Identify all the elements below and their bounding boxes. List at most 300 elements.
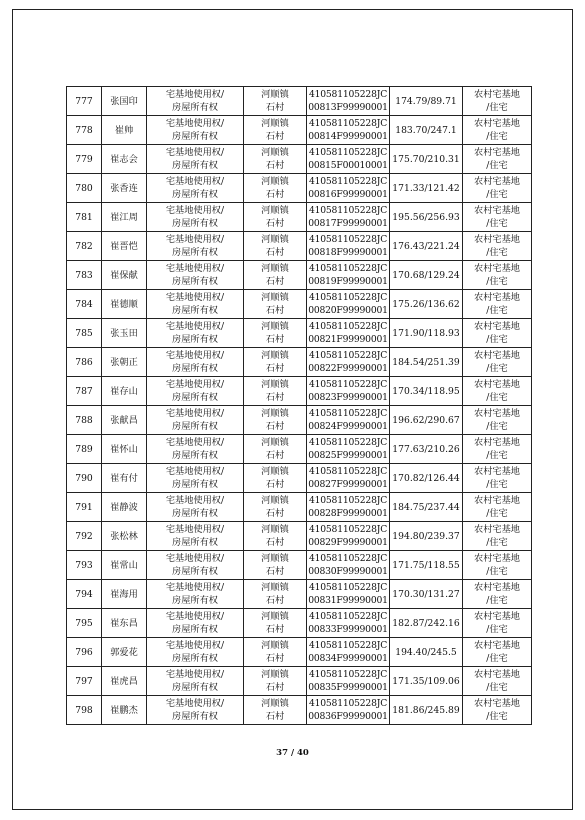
row-number-cell [67, 174, 102, 203]
unit-code-text: 00829F99990001 [308, 537, 388, 548]
owner-name-text: 崔保献 [110, 269, 138, 281]
row-number-text: 784 [75, 298, 93, 310]
land-use-cell [463, 290, 532, 319]
location-cell [244, 174, 307, 203]
table-row [67, 406, 532, 435]
location-text: 石村 [265, 450, 285, 461]
right-type-text: 房屋所有权 [172, 508, 218, 519]
land-use-text: /住宅 [486, 624, 508, 635]
land-use-text: /住宅 [486, 305, 508, 316]
area-cell [390, 145, 463, 174]
location-cell [244, 696, 307, 725]
unit-code-text: 410581105228JC [308, 495, 388, 506]
owner-name-text: 崔江周 [110, 211, 138, 223]
owner-name-cell [102, 203, 147, 232]
unit-code-cell [307, 667, 390, 696]
owner-name-text: 崔鹏杰 [110, 704, 138, 716]
unit-code-cell [307, 290, 390, 319]
area-text: 176.43/221.24 [392, 240, 460, 252]
right-type-cell [147, 551, 244, 580]
area-text: 171.90/118.93 [392, 327, 460, 339]
row-number-text: 791 [75, 501, 93, 513]
location-text: 河顺镇 [261, 89, 289, 100]
area-cell [390, 696, 463, 725]
land-use-cell [463, 377, 532, 406]
land-use-cell [463, 203, 532, 232]
location-text: 石村 [265, 479, 285, 490]
owner-name-cell [102, 667, 147, 696]
right-type-cell [147, 609, 244, 638]
area-cell [390, 406, 463, 435]
owner-name-text: 崔志会 [110, 153, 138, 165]
location-text: 河顺镇 [261, 466, 289, 477]
area-text: 184.75/237.44 [392, 501, 460, 513]
right-type-text: 房屋所有权 [172, 334, 218, 345]
location-text: 河顺镇 [261, 524, 289, 535]
location-text: 石村 [265, 160, 285, 171]
unit-code-text: 410581105228JC [308, 147, 388, 158]
row-number-cell [67, 551, 102, 580]
unit-code-text: 00819F99990001 [308, 276, 388, 287]
land-use-text: 农村宅基地 [474, 205, 520, 216]
row-number-cell [67, 406, 102, 435]
area-text: 171.33/121.42 [392, 182, 460, 194]
row-number-cell [67, 667, 102, 696]
land-use-text: /住宅 [486, 566, 508, 577]
area-text: 183.70/247.1 [395, 124, 457, 136]
location-text: 石村 [265, 102, 285, 113]
row-number-cell [67, 261, 102, 290]
area-text: 171.35/109.06 [392, 675, 460, 687]
owner-name-text: 崔静波 [110, 501, 138, 513]
unit-code-text: 410581105228JC [308, 118, 388, 129]
area-text: 171.75/118.55 [392, 559, 460, 571]
location-text: 石村 [265, 711, 285, 722]
row-number-cell [67, 493, 102, 522]
land-use-text: /住宅 [486, 218, 508, 229]
area-text: 170.82/126.44 [392, 472, 460, 484]
row-number-text: 790 [75, 472, 93, 484]
owner-name-cell [102, 87, 147, 116]
right-type-cell [147, 87, 244, 116]
row-number-cell [67, 348, 102, 377]
land-use-text: 农村宅基地 [474, 176, 520, 187]
unit-code-text: 00825F99990001 [308, 450, 388, 461]
row-number-cell [67, 290, 102, 319]
area-cell [390, 261, 463, 290]
owner-name-text: 崔东昌 [110, 617, 138, 629]
right-type-text: 房屋所有权 [172, 450, 218, 461]
land-use-text: 农村宅基地 [474, 582, 520, 593]
row-number-cell [67, 580, 102, 609]
unit-code-cell [307, 348, 390, 377]
land-use-cell [463, 667, 532, 696]
owner-name-text: 崔怀山 [110, 443, 138, 455]
location-text: 河顺镇 [261, 176, 289, 187]
land-use-cell [463, 174, 532, 203]
table-row [67, 290, 532, 319]
right-type-text: 宅基地使用权/ [165, 466, 225, 477]
location-text: 石村 [265, 334, 285, 345]
location-text: 石村 [265, 247, 285, 258]
row-number-text: 778 [75, 124, 93, 136]
land-use-text: /住宅 [486, 392, 508, 403]
row-number-text: 787 [75, 385, 93, 397]
right-type-cell [147, 319, 244, 348]
right-type-text: 房屋所有权 [172, 653, 218, 664]
right-type-text: 房屋所有权 [172, 218, 218, 229]
land-use-text: 农村宅基地 [474, 408, 520, 419]
land-use-text: 农村宅基地 [474, 524, 520, 535]
right-type-text: 房屋所有权 [172, 363, 218, 374]
unit-code-text: 00814F99990001 [308, 131, 388, 142]
location-cell [244, 87, 307, 116]
land-use-cell [463, 696, 532, 725]
land-use-text: 农村宅基地 [474, 698, 520, 709]
area-cell [390, 232, 463, 261]
location-text: 石村 [265, 421, 285, 432]
right-type-text: 房屋所有权 [172, 305, 218, 316]
unit-code-text: 00815F00010001 [308, 160, 388, 171]
table-row [67, 609, 532, 638]
row-number-cell [67, 377, 102, 406]
right-type-text: 房屋所有权 [172, 131, 218, 142]
unit-code-text: 410581105228JC [308, 611, 388, 622]
unit-code-text: 410581105228JC [308, 292, 388, 303]
location-cell [244, 203, 307, 232]
row-number-cell [67, 638, 102, 667]
land-use-cell [463, 116, 532, 145]
location-text: 河顺镇 [261, 669, 289, 680]
right-type-cell [147, 116, 244, 145]
owner-name-cell [102, 493, 147, 522]
unit-code-text: 410581105228JC [308, 582, 388, 593]
owner-name-cell [102, 551, 147, 580]
unit-code-cell [307, 377, 390, 406]
owner-name-cell [102, 319, 147, 348]
table-row [67, 493, 532, 522]
land-use-cell [463, 348, 532, 377]
unit-code-cell [307, 203, 390, 232]
location-text: 河顺镇 [261, 350, 289, 361]
area-cell [390, 464, 463, 493]
land-use-text: /住宅 [486, 131, 508, 142]
right-type-cell [147, 232, 244, 261]
unit-code-text: 00818F99990001 [308, 247, 388, 258]
right-type-text: 宅基地使用权/ [165, 611, 225, 622]
unit-code-cell [307, 145, 390, 174]
row-number-cell [67, 203, 102, 232]
owner-name-cell [102, 377, 147, 406]
location-text: 河顺镇 [261, 640, 289, 651]
land-use-text: /住宅 [486, 334, 508, 345]
land-use-text: 农村宅基地 [474, 118, 520, 129]
area-text: 194.40/245.5 [395, 646, 457, 658]
location-text: 石村 [265, 363, 285, 374]
unit-code-text: 410581105228JC [308, 524, 388, 535]
area-cell [390, 435, 463, 464]
row-number-text: 782 [75, 240, 93, 252]
area-cell [390, 551, 463, 580]
unit-code-cell [307, 116, 390, 145]
unit-code-text: 00831F99990001 [308, 595, 388, 606]
unit-code-text: 00835F99990001 [308, 682, 388, 693]
right-type-cell [147, 493, 244, 522]
row-number-text: 780 [75, 182, 93, 194]
area-text: 170.30/131.27 [392, 588, 460, 600]
unit-code-cell [307, 638, 390, 667]
location-cell [244, 232, 307, 261]
unit-code-cell [307, 464, 390, 493]
land-use-cell [463, 551, 532, 580]
owner-name-cell [102, 696, 147, 725]
unit-code-cell [307, 580, 390, 609]
unit-code-text: 00820F99990001 [308, 305, 388, 316]
right-type-cell [147, 580, 244, 609]
table-row [67, 174, 532, 203]
table-row [67, 261, 532, 290]
unit-code-text: 00821F99990001 [308, 334, 388, 345]
unit-code-text: 00836F99990001 [308, 711, 388, 722]
right-type-text: 宅基地使用权/ [165, 437, 225, 448]
owner-name-text: 崔虎昌 [110, 675, 138, 687]
row-number-cell [67, 232, 102, 261]
page-number: 37 / 40 [276, 748, 309, 758]
land-use-cell [463, 319, 532, 348]
land-use-text: /住宅 [486, 160, 508, 171]
unit-code-text: 410581105228JC [308, 640, 388, 651]
location-cell [244, 319, 307, 348]
location-cell [244, 261, 307, 290]
location-cell [244, 290, 307, 319]
unit-code-text: 410581105228JC [308, 408, 388, 419]
location-text: 石村 [265, 682, 285, 693]
land-use-text: 农村宅基地 [474, 147, 520, 158]
row-number-cell [67, 696, 102, 725]
land-use-cell [463, 261, 532, 290]
land-use-text: /住宅 [486, 595, 508, 606]
area-cell [390, 116, 463, 145]
right-type-cell [147, 435, 244, 464]
area-cell [390, 580, 463, 609]
owner-name-cell [102, 116, 147, 145]
area-cell [390, 87, 463, 116]
row-number-text: 795 [75, 617, 93, 629]
land-use-text: 农村宅基地 [474, 611, 520, 622]
right-type-text: 宅基地使用权/ [165, 379, 225, 390]
table-body [67, 87, 532, 725]
location-cell [244, 609, 307, 638]
land-use-text: 农村宅基地 [474, 350, 520, 361]
unit-code-text: 410581105228JC [308, 205, 388, 216]
right-type-text: 宅基地使用权/ [165, 176, 225, 187]
unit-code-text: 410581105228JC [308, 176, 388, 187]
location-text: 河顺镇 [261, 582, 289, 593]
owner-name-text: 张朝正 [110, 356, 138, 368]
location-cell [244, 667, 307, 696]
row-number-cell [67, 522, 102, 551]
location-text: 河顺镇 [261, 118, 289, 129]
land-use-cell [463, 522, 532, 551]
table-row [67, 348, 532, 377]
row-number-text: 781 [75, 211, 93, 223]
owner-name-text: 崔海用 [110, 588, 138, 600]
location-text: 石村 [265, 508, 285, 519]
table-row [67, 145, 532, 174]
land-use-cell [463, 232, 532, 261]
land-use-text: 农村宅基地 [474, 292, 520, 303]
land-use-text: /住宅 [486, 363, 508, 374]
location-text: 河顺镇 [261, 553, 289, 564]
right-type-text: 宅基地使用权/ [165, 263, 225, 274]
land-use-cell [463, 580, 532, 609]
table-row [67, 116, 532, 145]
table-row [67, 696, 532, 725]
land-rights-table [66, 86, 532, 725]
right-type-text: 房屋所有权 [172, 537, 218, 548]
owner-name-text: 张国印 [110, 95, 138, 107]
unit-code-text: 410581105228JC [308, 89, 388, 100]
right-type-cell [147, 377, 244, 406]
right-type-text: 宅基地使用权/ [165, 147, 225, 158]
unit-code-text: 00828F99990001 [308, 508, 388, 519]
location-cell [244, 464, 307, 493]
location-cell [244, 145, 307, 174]
land-use-text: /住宅 [486, 421, 508, 432]
right-type-cell [147, 638, 244, 667]
unit-code-text: 00824F99990001 [308, 421, 388, 432]
unit-code-text: 410581105228JC [308, 553, 388, 564]
land-use-text: /住宅 [486, 508, 508, 519]
right-type-text: 宅基地使用权/ [165, 234, 225, 245]
row-number-text: 779 [75, 153, 93, 165]
table-row [67, 232, 532, 261]
right-type-text: 房屋所有权 [172, 102, 218, 113]
row-number-cell [67, 145, 102, 174]
location-text: 石村 [265, 392, 285, 403]
right-type-text: 宅基地使用权/ [165, 524, 225, 535]
land-use-text: 农村宅基地 [474, 553, 520, 564]
right-type-cell [147, 406, 244, 435]
row-number-cell [67, 319, 102, 348]
location-cell [244, 580, 307, 609]
unit-code-text: 410581105228JC [308, 379, 388, 390]
location-text: 河顺镇 [261, 437, 289, 448]
area-cell [390, 522, 463, 551]
owner-name-cell [102, 435, 147, 464]
area-cell [390, 348, 463, 377]
unit-code-text: 410581105228JC [308, 234, 388, 245]
owner-name-text: 崔晋恺 [110, 240, 138, 252]
owner-name-cell [102, 232, 147, 261]
right-type-text: 房屋所有权 [172, 711, 218, 722]
land-use-cell [463, 145, 532, 174]
land-use-text: /住宅 [486, 450, 508, 461]
land-use-text: 农村宅基地 [474, 669, 520, 680]
land-use-cell [463, 406, 532, 435]
owner-name-text: 崔常山 [110, 559, 138, 571]
right-type-text: 房屋所有权 [172, 160, 218, 171]
row-number-text: 792 [75, 530, 93, 542]
area-cell [390, 377, 463, 406]
location-text: 河顺镇 [261, 234, 289, 245]
row-number-text: 794 [75, 588, 93, 600]
unit-code-cell [307, 551, 390, 580]
right-type-text: 宅基地使用权/ [165, 582, 225, 593]
unit-code-cell [307, 174, 390, 203]
unit-code-text: 410581105228JC [308, 669, 388, 680]
land-use-text: /住宅 [486, 276, 508, 287]
location-cell [244, 116, 307, 145]
unit-code-cell [307, 319, 390, 348]
right-type-cell [147, 522, 244, 551]
right-type-text: 房屋所有权 [172, 682, 218, 693]
owner-name-cell [102, 522, 147, 551]
owner-name-cell [102, 174, 147, 203]
right-type-text: 宅基地使用权/ [165, 495, 225, 506]
row-number-cell [67, 464, 102, 493]
unit-code-cell [307, 522, 390, 551]
owner-name-cell [102, 406, 147, 435]
location-cell [244, 522, 307, 551]
row-number-text: 798 [75, 704, 93, 716]
unit-code-text: 00817F99990001 [308, 218, 388, 229]
right-type-text: 房屋所有权 [172, 421, 218, 432]
table-row [67, 87, 532, 116]
right-type-cell [147, 290, 244, 319]
unit-code-text: 00823F99990001 [308, 392, 388, 403]
unit-code-cell [307, 435, 390, 464]
owner-name-text: 张玉田 [110, 327, 138, 339]
unit-code-cell [307, 232, 390, 261]
location-text: 石村 [265, 624, 285, 635]
unit-code-text: 00822F99990001 [308, 363, 388, 374]
right-type-text: 房屋所有权 [172, 595, 218, 606]
area-text: 175.70/210.31 [392, 153, 460, 165]
row-number-text: 786 [75, 356, 93, 368]
unit-code-text: 00834F99990001 [308, 653, 388, 664]
land-use-text: 农村宅基地 [474, 89, 520, 100]
land-use-text: 农村宅基地 [474, 495, 520, 506]
location-cell [244, 493, 307, 522]
land-use-text: 农村宅基地 [474, 379, 520, 390]
land-use-text: /住宅 [486, 711, 508, 722]
area-text: 177.63/210.26 [392, 443, 460, 455]
owner-name-text: 张献昌 [110, 414, 138, 426]
unit-code-cell [307, 493, 390, 522]
row-number-text: 777 [75, 95, 93, 107]
right-type-cell [147, 464, 244, 493]
location-text: 河顺镇 [261, 611, 289, 622]
location-text: 河顺镇 [261, 147, 289, 158]
land-use-cell [463, 638, 532, 667]
location-text: 河顺镇 [261, 698, 289, 709]
location-cell [244, 638, 307, 667]
land-use-cell [463, 609, 532, 638]
location-text: 河顺镇 [261, 408, 289, 419]
table-row [67, 580, 532, 609]
owner-name-cell [102, 580, 147, 609]
location-text: 石村 [265, 131, 285, 142]
land-use-cell [463, 87, 532, 116]
right-type-text: 房屋所有权 [172, 392, 218, 403]
right-type-text: 房屋所有权 [172, 276, 218, 287]
right-type-cell [147, 145, 244, 174]
owner-name-text: 崔德顺 [110, 298, 138, 310]
owner-name-cell [102, 464, 147, 493]
right-type-text: 宅基地使用权/ [165, 408, 225, 419]
owner-name-cell [102, 261, 147, 290]
